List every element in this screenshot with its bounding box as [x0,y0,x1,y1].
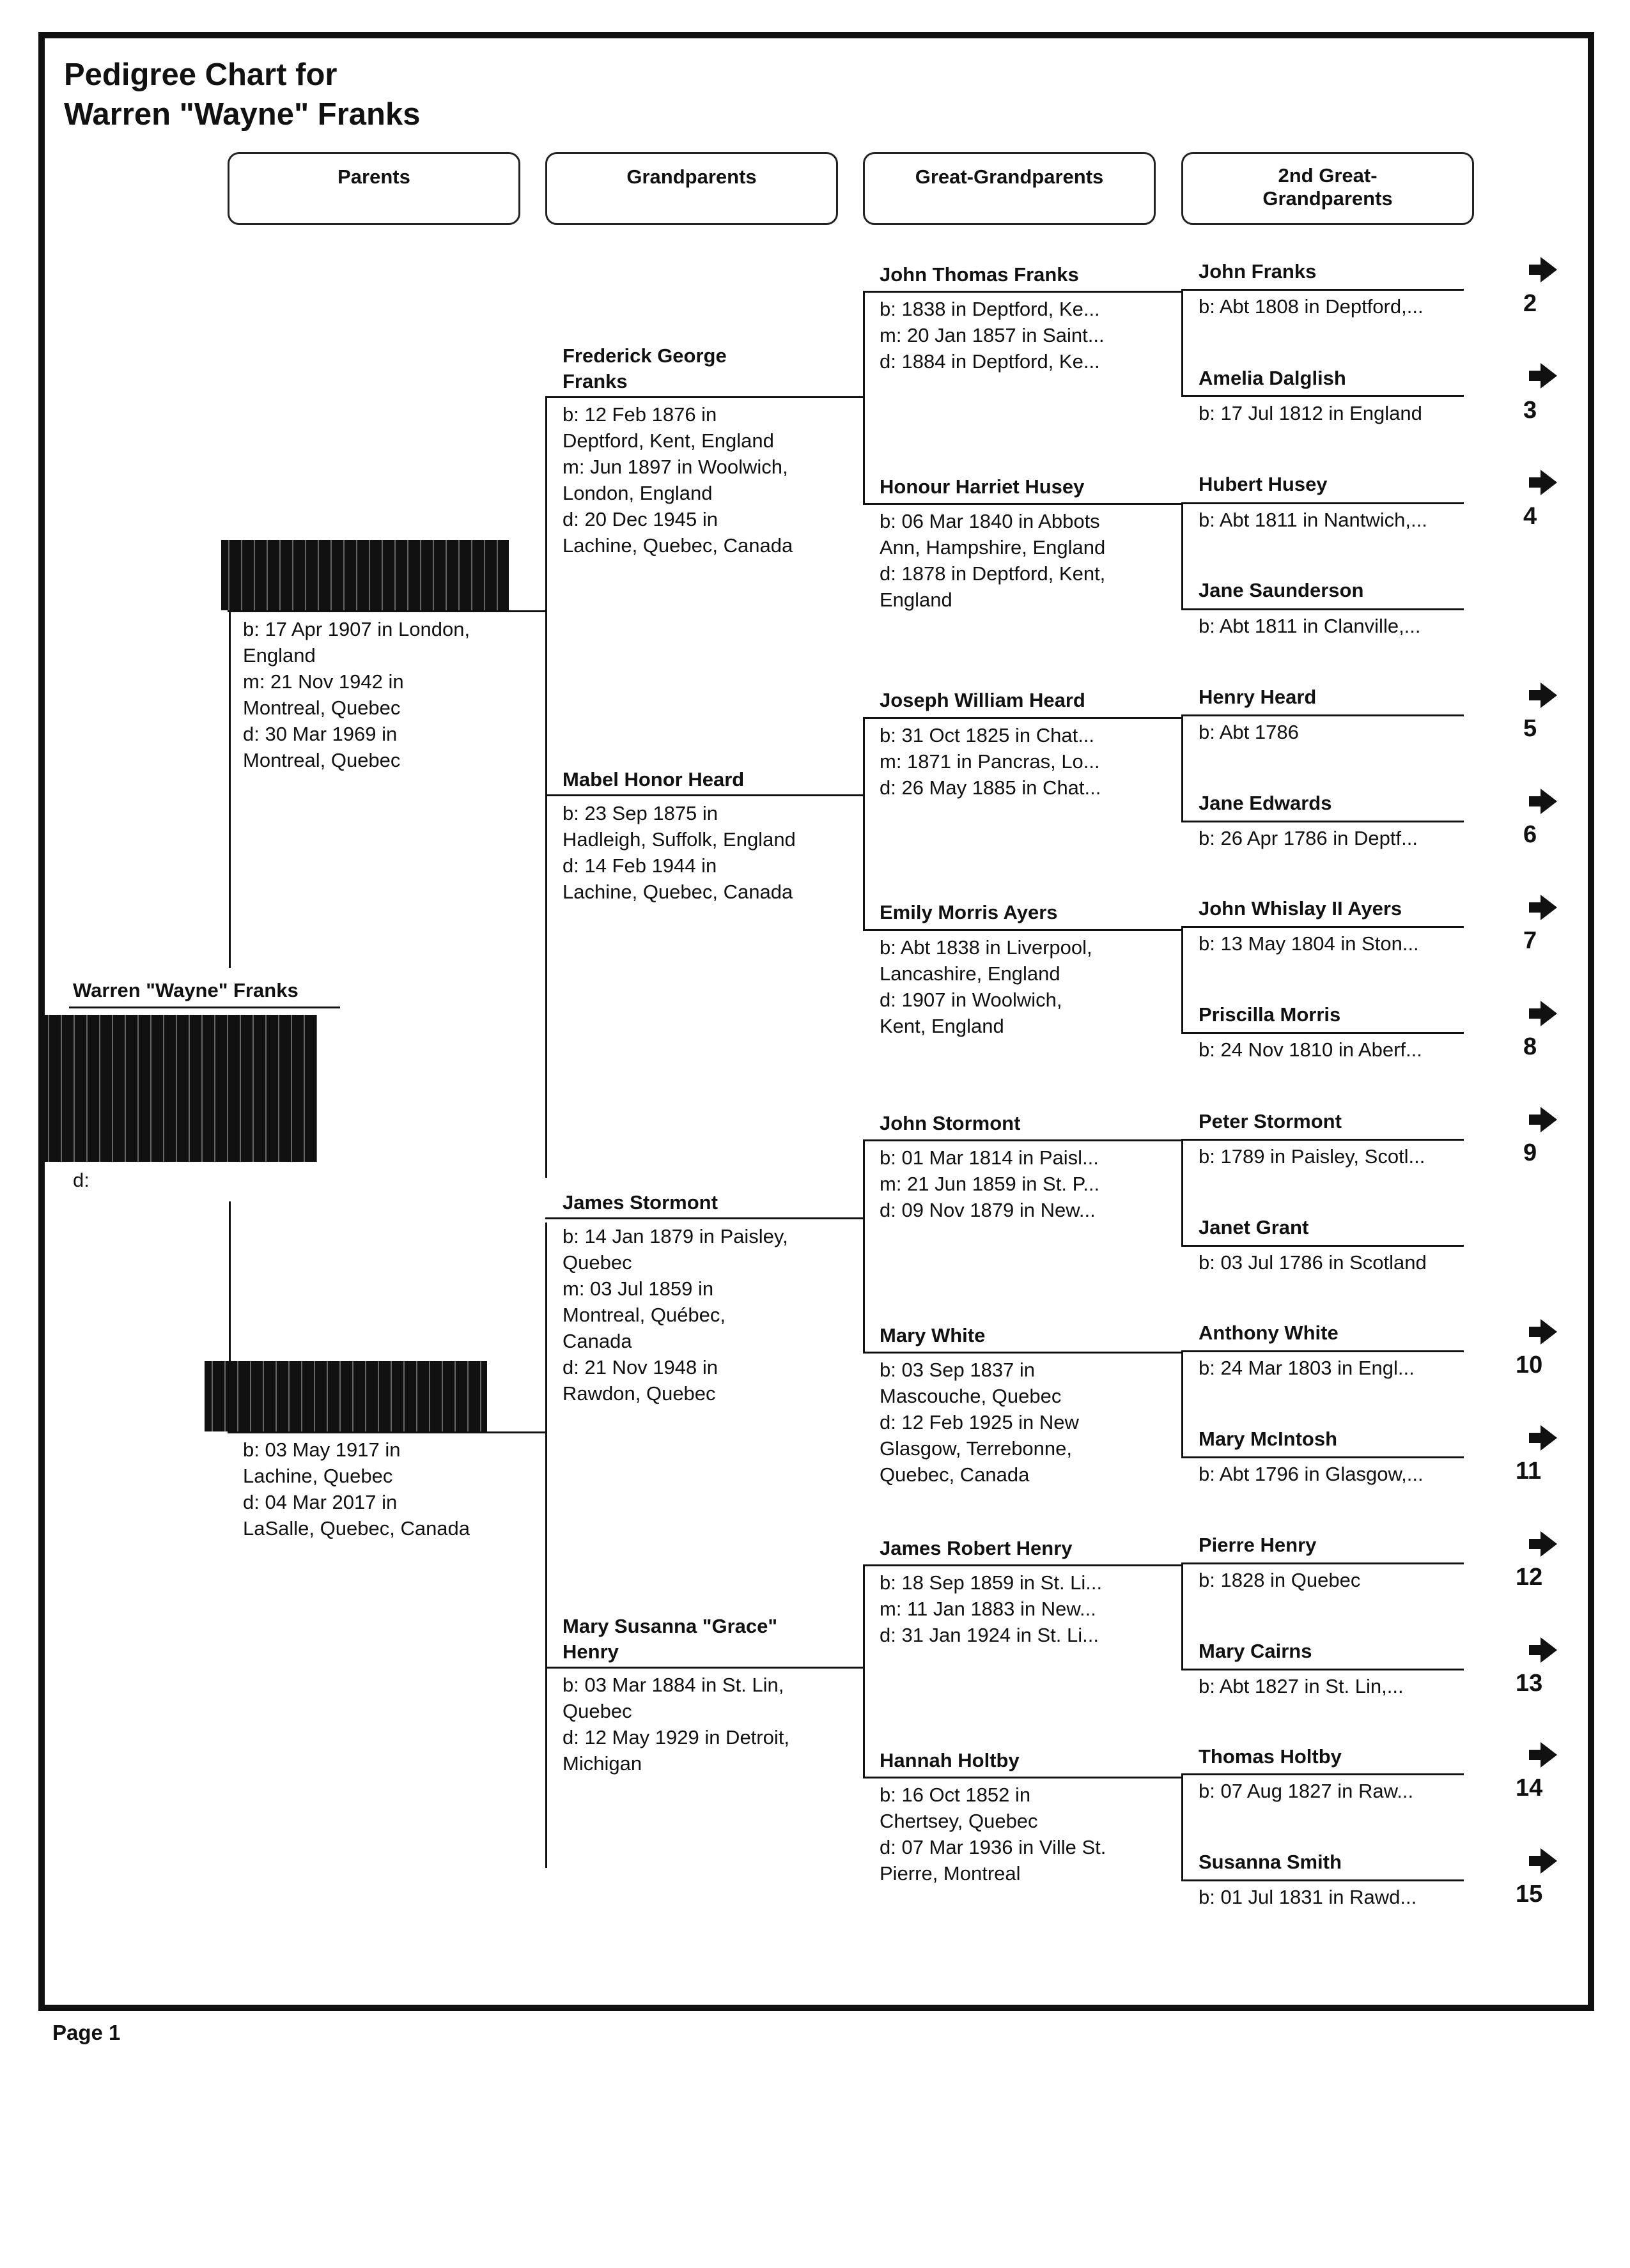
second-great-name: Mary Cairns [1199,1640,1312,1662]
second-great-name: John Franks [1199,260,1317,282]
second-great-birth: b: Abt 1827 in St. Lin,... [1199,1675,1404,1697]
chart-number: 14 [1516,1775,1543,1801]
great-grandparent-details: b: 06 Mar 1840 in Abbots Ann, Hampshire, England d: 1878 in Deptford, Kent, England [880,510,1106,611]
chart-number: 15 [1516,1881,1543,1908]
second-great-line [1181,1669,1464,1670]
great-grandparent-connector [863,291,865,503]
second-great-line [1181,1139,1464,1141]
continue-arrow-icon[interactable] [1529,1001,1557,1026]
second-great-birth: b: 01 Jul 1831 in Rawd... [1199,1886,1417,1908]
second-great-connector [1181,926,1183,1032]
page-number: Page 1 [52,2021,121,2044]
second-great-line [1181,1456,1464,1458]
mother-line [228,1431,547,1433]
second-great-line [1181,289,1464,291]
chart-number: 13 [1516,1670,1543,1697]
great-grandparent-connector [863,1139,865,1352]
father-grandparent-connector [545,398,547,1178]
second-great-name: Priscilla Morris [1199,1003,1341,1026]
chart-number: 7 [1523,927,1537,954]
great-grandparent-line [863,291,1183,293]
grandparent-line [545,1667,865,1669]
chart-title-line-1: Pedigree Chart for [64,58,338,92]
second-great-birth: b: 1789 in Paisley, Scotl... [1199,1145,1425,1168]
grandparent-name: James Stormont [563,1191,718,1214]
continue-arrow-icon[interactable] [1529,789,1557,814]
second-great-line [1181,1350,1464,1352]
great-grandparent-details: b: 01 Mar 1814 in Paisl... m: 21 Jun 1859 in St. P... d: 09 Nov 1879 in New... [880,1146,1100,1221]
great-grandparent-details: b: 18 Sep 1859 in St. Li... m: 11 Jan 1883 in New... d: 31 Jan 1924 in St. Li... [880,1571,1103,1646]
grandparent-name: Mary Susanna "Grace" Henry [563,1615,778,1663]
continue-arrow-icon[interactable] [1529,1107,1557,1132]
second-great-birth: b: 1828 in Quebec [1199,1569,1361,1591]
second-great-birth: b: 24 Mar 1803 in Engl... [1199,1357,1415,1379]
second-great-connector [1181,502,1183,608]
second-great-birth: b: Abt 1786 [1199,721,1299,743]
second-great-line [1181,926,1464,928]
chart-number: 4 [1523,503,1537,530]
second-great-name: Peter Stormont [1199,1110,1342,1132]
great-grandparent-details: b: 1838 in Deptford, Ke... m: 20 Jan 1857 in Saint... d: 1884 in Deptford, Ke... [880,298,1105,373]
father-details: b: 17 Apr 1907 in London, England m: 21 Nov 1942 in Montreal, Quebec d: 30 Mar 1969 in Montreal, Quebec [243,618,470,771]
second-great-birth: b: 13 May 1804 in Ston... [1199,932,1419,955]
mother-details: b: 03 May 1917 in Lachine, Quebec d: 04 Mar 2017 in LaSalle, Quebec, Canada [243,1439,470,1539]
second-great-connector [1181,1139,1183,1245]
second-great-name: Anthony White [1199,1322,1339,1344]
great-grandparent-details: b: 31 Oct 1825 in Chat... m: 1871 in Pancras, Lo... d: 26 May 1885 in Chat... [880,724,1101,799]
chart-title-line-2: Warren "Wayne" Franks [64,97,421,132]
second-great-line [1181,1562,1464,1564]
continue-arrow-icon[interactable] [1529,683,1557,708]
continue-arrow-icon[interactable] [1529,1637,1557,1663]
second-great-name: John Whislay II Ayers [1199,897,1402,920]
continue-arrow-icon[interactable] [1529,257,1557,282]
great-grandparent-name: John Stormont [880,1112,1021,1134]
second-great-birth: b: Abt 1811 in Nantwich,... [1199,509,1427,531]
second-great-birth: b: 07 Aug 1827 in Raw... [1199,1780,1414,1802]
great-grandparent-connector [863,717,865,929]
great-grandparent-line [863,1564,1183,1566]
continue-arrow-icon[interactable] [1529,1319,1557,1345]
chart-number: 6 [1523,821,1537,848]
great-grandparent-name: Hannah Holtby [880,1749,1020,1771]
chart-number: 3 [1523,397,1537,424]
second-great-connector [1181,714,1183,821]
continue-arrow-icon[interactable] [1529,1742,1557,1768]
great-grandparent-name: Emily Morris Ayers [880,901,1058,923]
great-grandparent-name: John Thomas Franks [880,263,1079,286]
great-grandparent-line [863,1139,1183,1141]
grandparent-name: Mabel Honor Heard [563,768,745,791]
great-grandparent-name: Honour Harriet Husey [880,475,1085,498]
header-parents: Parents [228,152,520,225]
second-great-birth: b: 03 Jul 1786 in Scotland [1199,1251,1427,1274]
continue-arrow-icon[interactable] [1529,470,1557,495]
second-great-name: Amelia Dalglish [1199,367,1346,389]
second-great-connector [1181,289,1183,395]
great-grandparent-line [863,717,1183,719]
second-great-line [1181,1773,1464,1775]
chart-number: 5 [1523,715,1537,742]
father-name-redaction [221,540,509,610]
second-great-birth: b: Abt 1811 in Clanville,... [1199,615,1421,637]
great-grandparent-name: Mary White [880,1324,986,1346]
mother-grandparent-connector [545,1223,547,1868]
header-grandparents: Grandparents [545,152,838,225]
second-great-name: Jane Edwards [1199,792,1332,814]
subject-line [69,1007,340,1008]
grandparent-line [545,396,865,398]
subject-name: Warren "Wayne" Franks [73,979,299,1001]
second-great-birth: b: 24 Nov 1810 in Aberf... [1199,1038,1422,1061]
second-great-connector [1181,1350,1183,1456]
subject-redaction [41,1015,317,1162]
header-second-great-grandparents: 2nd Great- Grandparents [1181,152,1474,225]
second-great-name: Janet Grant [1199,1216,1309,1238]
second-great-line [1181,1879,1464,1881]
second-great-line [1181,714,1464,716]
second-great-name: Hubert Husey [1199,473,1328,495]
subject-death: d: [73,1169,89,1191]
great-grandparent-line [863,503,1183,505]
header-great-grandparents: Great-Grandparents [863,152,1156,225]
chart-number: 8 [1523,1033,1537,1060]
continue-arrow-icon[interactable] [1529,895,1557,920]
mother-name-redaction [205,1361,487,1431]
great-grandparent-name: Joseph William Heard [880,689,1085,711]
chart-number: 12 [1516,1564,1543,1591]
second-great-line [1181,608,1464,610]
second-great-name: Pierre Henry [1199,1534,1317,1556]
grandparent-name: Frederick George Franks [563,344,727,392]
second-great-connector [1181,1562,1183,1669]
grandparent-details: b: 23 Sep 1875 in Hadleigh, Suffolk, England d: 14 Feb 1944 in Lachine, Quebec, Canada [563,802,796,903]
continue-arrow-icon[interactable] [1529,1848,1557,1874]
great-grandparent-details: b: 16 Oct 1852 in Chertsey, Quebec d: 07 Mar 1936 in Ville St. Pierre, Montreal [880,1784,1106,1885]
great-grandparent-name: James Robert Henry [880,1537,1073,1559]
second-great-name: Jane Saunderson [1199,579,1364,601]
second-great-name: Mary McIntosh [1199,1428,1338,1450]
grandparent-line [545,1217,865,1219]
grandparent-details: b: 12 Feb 1876 in Deptford, Kent, England m: Jun 1897 in Woolwich, London, England d: 20 Dec 1945 in Lachine, Quebec, Canada [563,403,793,557]
second-great-birth: b: 17 Jul 1812 in England [1199,402,1422,424]
chart-number: 10 [1516,1352,1543,1378]
grandparent-details: b: 14 Jan 1879 in Paisley, Quebec m: 03 Jul 1859 in Montreal, Québec, Canada d: 21 Nov 1948 in Rawdon, Quebec [563,1225,788,1405]
second-great-name: Henry Heard [1199,686,1317,708]
grandparent-details: b: 03 Mar 1884 in St. Lin, Quebec d: 12 May 1929 in Detroit, Michigan [563,1674,789,1775]
second-great-line [1181,1032,1464,1034]
chart-number: 2 [1523,290,1537,317]
second-great-line [1181,821,1464,822]
chart-number: 11 [1516,1458,1542,1485]
great-grandparent-line [863,1352,1183,1354]
continue-arrow-icon[interactable] [1529,1425,1557,1451]
great-grandparent-details: b: 03 Sep 1837 in Mascouche, Quebec d: 12 Feb 1925 in New Glasgow, Terrebonne, Quebec, Canada [880,1359,1079,1486]
second-great-connector [1181,1773,1183,1879]
father-line [228,610,547,612]
continue-arrow-icon[interactable] [1529,1531,1557,1557]
second-great-name: Susanna Smith [1199,1851,1342,1873]
second-great-line [1181,502,1464,504]
second-great-name: Thomas Holtby [1199,1745,1342,1768]
second-great-birth: b: Abt 1808 in Deptford,... [1199,295,1424,318]
great-grandparent-line [863,929,1183,931]
second-great-line [1181,1245,1464,1247]
continue-arrow-icon[interactable] [1529,363,1557,389]
chart-number: 9 [1523,1139,1537,1166]
grandparent-line [545,794,865,796]
subject-to-father-connector [229,610,231,968]
great-grandparent-connector [863,1564,865,1777]
second-great-birth: b: Abt 1796 in Glasgow,... [1199,1463,1424,1485]
great-grandparent-line [863,1777,1183,1778]
great-grandparent-details: b: Abt 1838 in Liverpool, Lancashire, England d: 1907 in Woolwich, Kent, England [880,936,1092,1037]
second-great-line [1181,395,1464,397]
second-great-birth: b: 26 Apr 1786 in Deptf... [1199,827,1418,849]
